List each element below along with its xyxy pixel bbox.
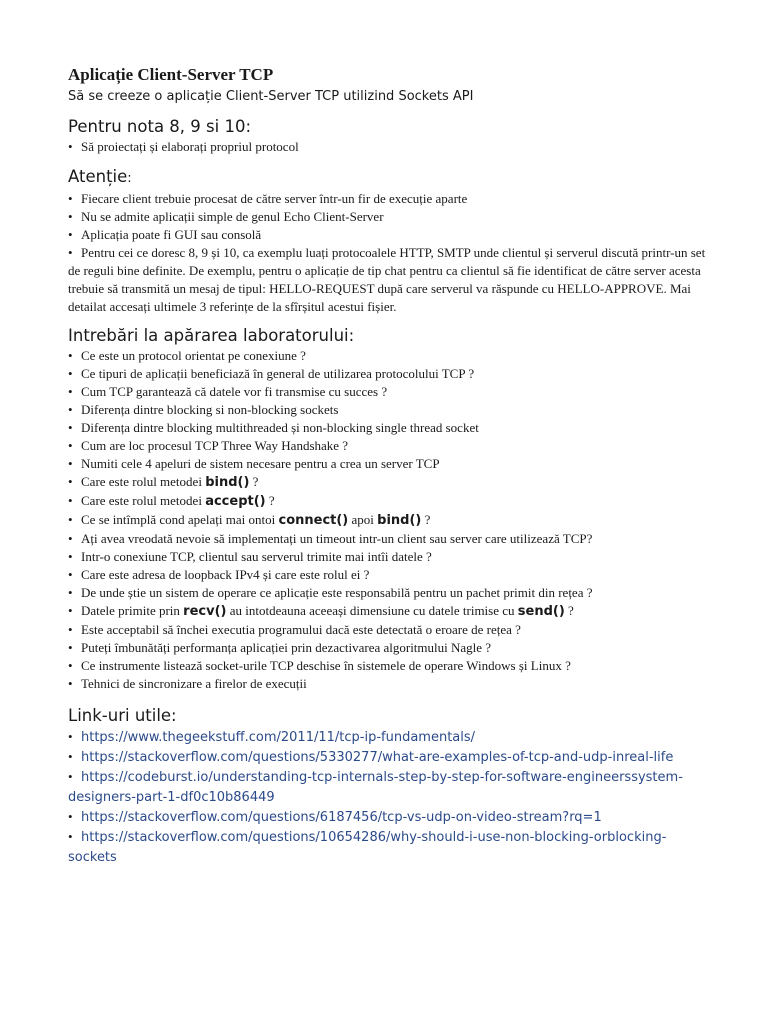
list-item: • Cum are loc procesul TCP Three Way Handshake ? — [68, 438, 349, 453]
list-item: • Cum TCP garantează că datele vor fi transmise cu succes ? — [68, 384, 388, 399]
list-item: • Puteți îmbunătăți performanța aplicației prin dezactivarea algoritmului Nagle ? — [68, 640, 492, 655]
document-subtitle: Să se creeze o aplicație Client-Server TCP utilizind Sockets API — [68, 89, 474, 104]
links-list — [68, 727, 708, 867]
list-item — [68, 747, 708, 767]
bullet-icon: • — [68, 366, 73, 381]
section-heading-atentie: Atenție: — [68, 167, 132, 186]
list-item — [68, 727, 708, 747]
list-item: • Nu se admite aplicații simple de genul Echo Client-Server — [68, 209, 384, 224]
list-item: • Ce instrumente listează socket-urile TCP deschise în sistemele de operare Windows și Linux ? — [68, 658, 571, 673]
bullet-icon: • — [68, 512, 73, 527]
bullet-icon: • — [68, 549, 73, 564]
bullet-icon: • — [68, 402, 73, 417]
document-title: Aplicație Client-Server TCP — [68, 65, 274, 84]
bullet-icon: • — [68, 729, 73, 744]
list-item — [68, 767, 708, 807]
atentie-list — [68, 190, 708, 316]
section-heading-links: Link-uri utile: — [68, 706, 177, 725]
bullet-icon: • — [68, 245, 73, 260]
bullet-icon: • — [68, 585, 73, 600]
bullet-icon: • — [68, 420, 73, 435]
bullet-icon: • — [68, 438, 73, 453]
list-item: • Datele primite prin recv() au intotdeauna aceeași dimensiune cu datele trimise cu send() ? — [68, 603, 574, 619]
list-item: • Intr-o conexiune TCP, clientul sau serverul trimite mai intîi datele ? — [68, 549, 432, 564]
link-stackoverflow-blocking-sockets[interactable]: https://stackoverflow.com/questions/10654286/why-should-i-use-non-blocking-orblocking-sockets — [68, 830, 667, 865]
link-stackoverflow-video-stream[interactable]: https://stackoverflow.com/questions/6187456/tcp-vs-udp-on-video-stream?rq=1 — [81, 810, 602, 825]
link-geekstuff[interactable]: https://www.thegeekstuff.com/2011/11/tcp-ip-fundamentals/ — [81, 730, 476, 745]
code-bind: bind() — [377, 513, 422, 528]
list-item: • Ați avea vreodată nevoie să implementați un timeout intr-un client sau server care utilizează TCP? — [68, 531, 593, 546]
bullet-icon: • — [68, 191, 73, 206]
code-connect: connect() — [278, 513, 349, 528]
bullet-icon: • — [68, 227, 73, 242]
code-recv: recv() — [183, 604, 227, 619]
nota-list — [68, 138, 708, 156]
bullet-icon: • — [68, 603, 73, 618]
link-codeburst-tcp-internals[interactable]: https://codeburst.io/understanding-tcp-internals-step-by-step-for-software-engineerssystem-designers-part-1-df0c10b86449 — [68, 770, 683, 805]
bullet-icon: • — [68, 658, 73, 673]
code-accept: accept() — [205, 494, 266, 509]
bullet-icon: • — [68, 676, 73, 691]
list-item: • Pentru cei ce doresc 8, 9 și 10, ca exemplu luați protocoalele HTTP, SMTP unde clientul și serverul discută printr-un set de reguli bine definite. De exemplu, pentru o aplicație de tip chat pentru ca clientul să fie identificat de către server acesta trebuie să transmită un mesaj de tipul: HELLO-REQUEST după care serverul va răspunde cu HELLO-APPROVE. Mai detailat accesați ultimele 3 referințe de la sfîrșitul acestui fișier. — [68, 245, 706, 314]
list-item: • Care este rolul metodei accept() ? — [68, 493, 275, 509]
code-bind: bind() — [205, 475, 250, 490]
list-item: • Este acceptabil să închei executia programului dacă este detectată o eroare de rețea ? — [68, 622, 521, 637]
list-item: • Ce se intîmplă cond apelați mai ontoi connect() apoi bind() ? — [68, 512, 431, 528]
list-item: • Ce tipuri de aplicații beneficiază în general de utilizarea protocolului TCP ? — [68, 366, 475, 381]
bullet-icon: • — [68, 829, 73, 844]
bullet-icon: • — [68, 493, 73, 508]
section-heading-intrebari: Intrebări la apărarea laboratorului: — [68, 326, 355, 345]
bullet-icon: • — [68, 640, 73, 655]
bullet-icon: • — [68, 474, 73, 489]
bullet-icon: • — [68, 622, 73, 637]
list-item: • Tehnici de sincronizare a firelor de execuții — [68, 676, 307, 691]
bullet-icon: • — [68, 209, 73, 224]
bullet-icon: • — [68, 749, 73, 764]
bullet-icon: • — [68, 456, 73, 471]
list-item: • Care este rolul metodei bind() ? — [68, 474, 259, 490]
bullet-icon: • — [68, 139, 73, 154]
bullet-icon: • — [68, 384, 73, 399]
code-send: send() — [517, 604, 565, 619]
bullet-icon: • — [68, 567, 73, 582]
intrebari-list — [68, 347, 708, 693]
list-item: • Care este adresa de loopback IPv4 și care este rolul ei ? — [68, 567, 370, 582]
section-heading-nota: Pentru nota 8, 9 si 10: — [68, 117, 252, 136]
list-item: • De unde știe un sistem de operare ce aplicație este responsabilă pentru un pachet primit din rețea ? — [68, 585, 593, 600]
link-stackoverflow-tcp-udp-examples[interactable]: https://stackoverflow.com/questions/5330277/what-are-examples-of-tcp-and-udp-inreal-life — [81, 750, 674, 765]
bullet-icon: • — [68, 531, 73, 546]
list-item — [68, 807, 708, 827]
list-item: • Diferența dintre blocking multithreaded și non-blocking single thread socket — [68, 420, 479, 435]
list-item: • Numiti cele 4 apeluri de sistem necesare pentru a crea un server TCP — [68, 456, 440, 471]
list-item: • Să proiectați și elaborați propriul protocol — [68, 139, 299, 154]
bullet-icon: • — [68, 348, 73, 363]
list-item: • Ce este un protocol orientat pe conexiune ? — [68, 348, 306, 363]
bullet-icon: • — [68, 769, 73, 784]
bullet-icon: • — [68, 809, 73, 824]
list-item: • Fiecare client trebuie procesat de către server într-un fir de execuție aparte — [68, 191, 468, 206]
list-item: • Aplicația poate fi GUI sau consolă — [68, 227, 262, 242]
list-item — [68, 827, 708, 867]
list-item: • Diferența dintre blocking si non-blocking sockets — [68, 402, 339, 417]
